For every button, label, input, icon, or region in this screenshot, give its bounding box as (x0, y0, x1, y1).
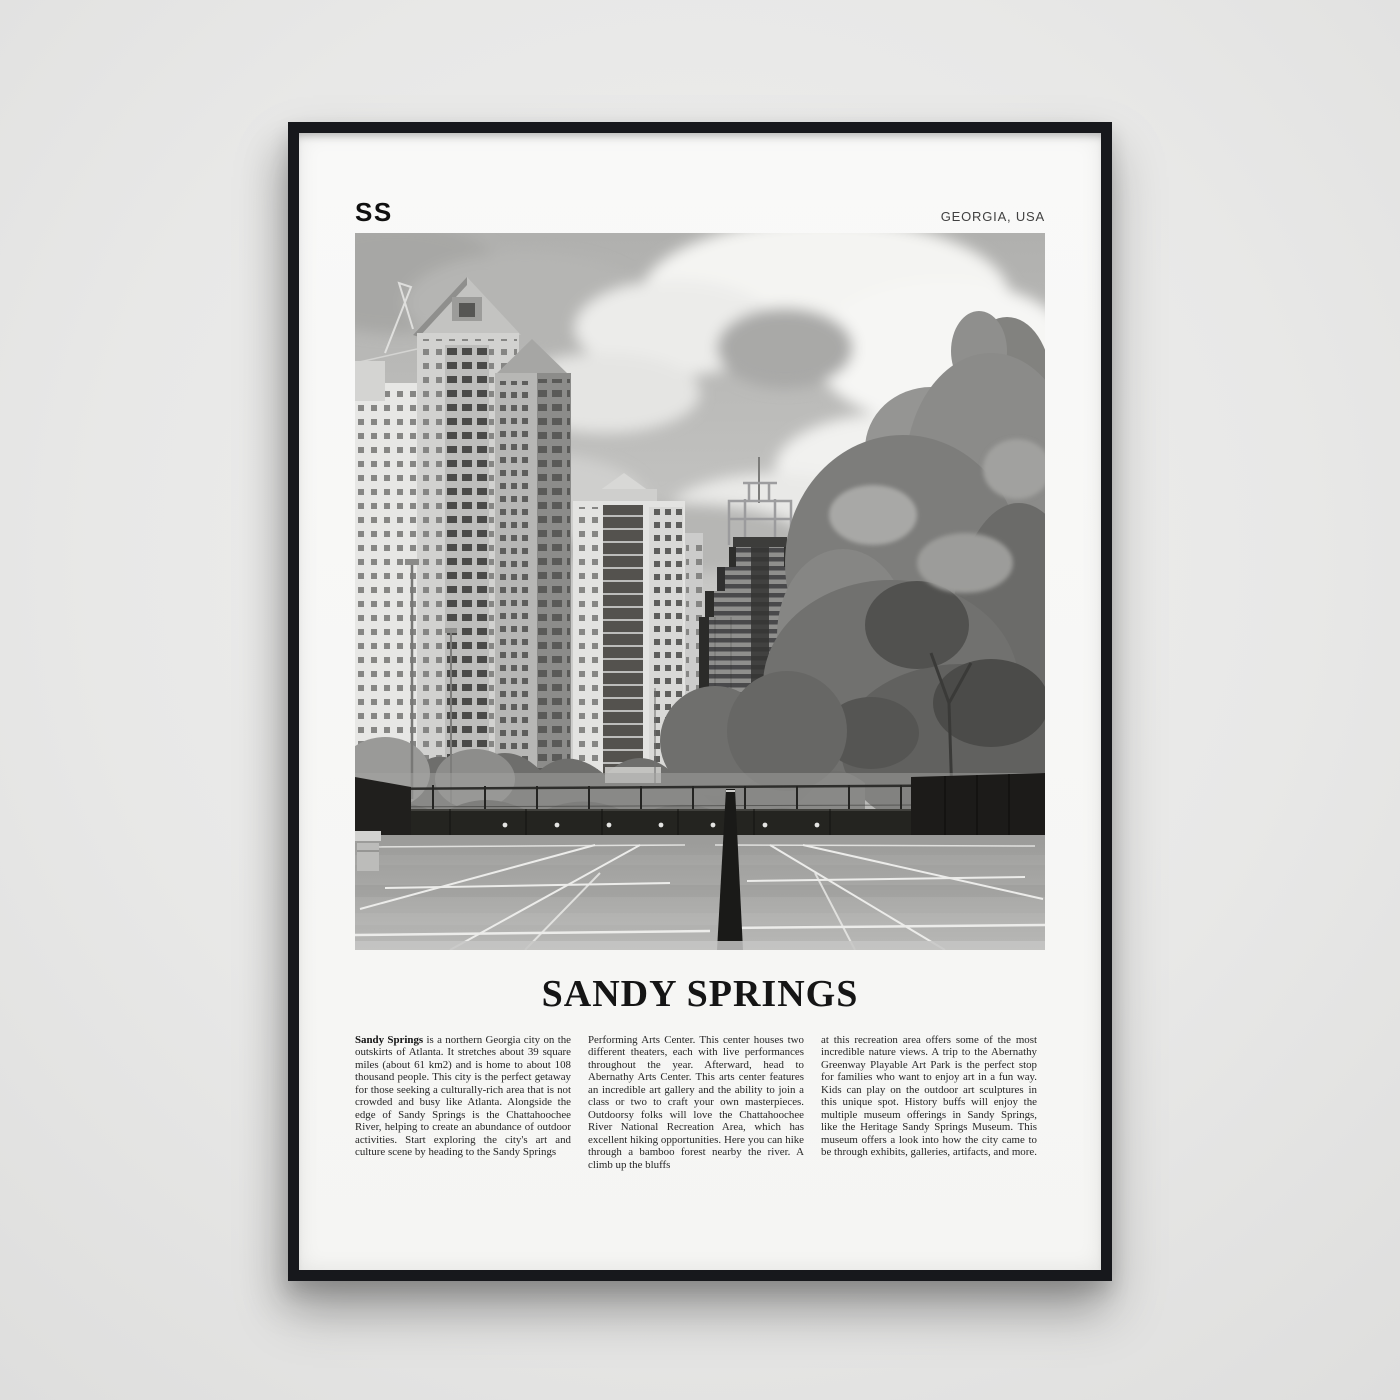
poster-title: SANDY SPRINGS (541, 973, 859, 1015)
column-text: at this recreation area offers some of the most incredible nature views. A trip to the Abernathy Greenway Playable Art Park is the perfect stop for families who want to enjoy art in a fun way. Kids can play on the outdoor art sculptures in this unique spot. History buffs will enjoy the multiple museum offerings in Sandy Springs, like the Heritage Sandy Springs Museum. This museum offers a look into how the city came to be through exhibits, galleries, artifacts, and more. (821, 1034, 1037, 1159)
body-column-1 (355, 1034, 571, 1171)
body-column-2 (588, 1034, 804, 1171)
body-columns (355, 1034, 1045, 1171)
column-text: Performing Arts Center. This center houses two different theaters, each with live performances throughout the year. Afterward, head to Abernathy Arts Center. This arts center features an incredible art gallery and the ability to join a class or two to craft your own masterpieces. Outdoorsy folks will love the Chattahoochee River National Recreation Area, which has excellent hiking opportunities. Here you can hike through a bamboo forest nearby the river. A climb up the bluffs (588, 1034, 804, 1171)
body-column-3 (821, 1034, 1037, 1171)
location-label: GEORGIA, USA (940, 209, 1045, 225)
lead-text: Sandy Springs (355, 1034, 424, 1046)
court-side-structures (355, 831, 381, 871)
column-text: is a northern Georgia city on the outskirts of Atlanta. It stretches about 39 square miles (about 61 km2) and is home to about 108 thousand people. This city is the perfect getaway for those seeking a culturally-rich area that is not crowded and busy like Atlanta. Alongside the edge of Sandy Springs is the Chattahoochee River, helping to create an abundance of outdoor activities. Start exploring the city's art and culture scene by heading to the Sandy Springs (355, 1034, 571, 1159)
poster-header (355, 195, 1045, 225)
picture-frame (288, 122, 1112, 1281)
poster (299, 133, 1101, 1270)
monogram-label: SS (355, 197, 393, 227)
cityscape-photo (355, 233, 1045, 950)
